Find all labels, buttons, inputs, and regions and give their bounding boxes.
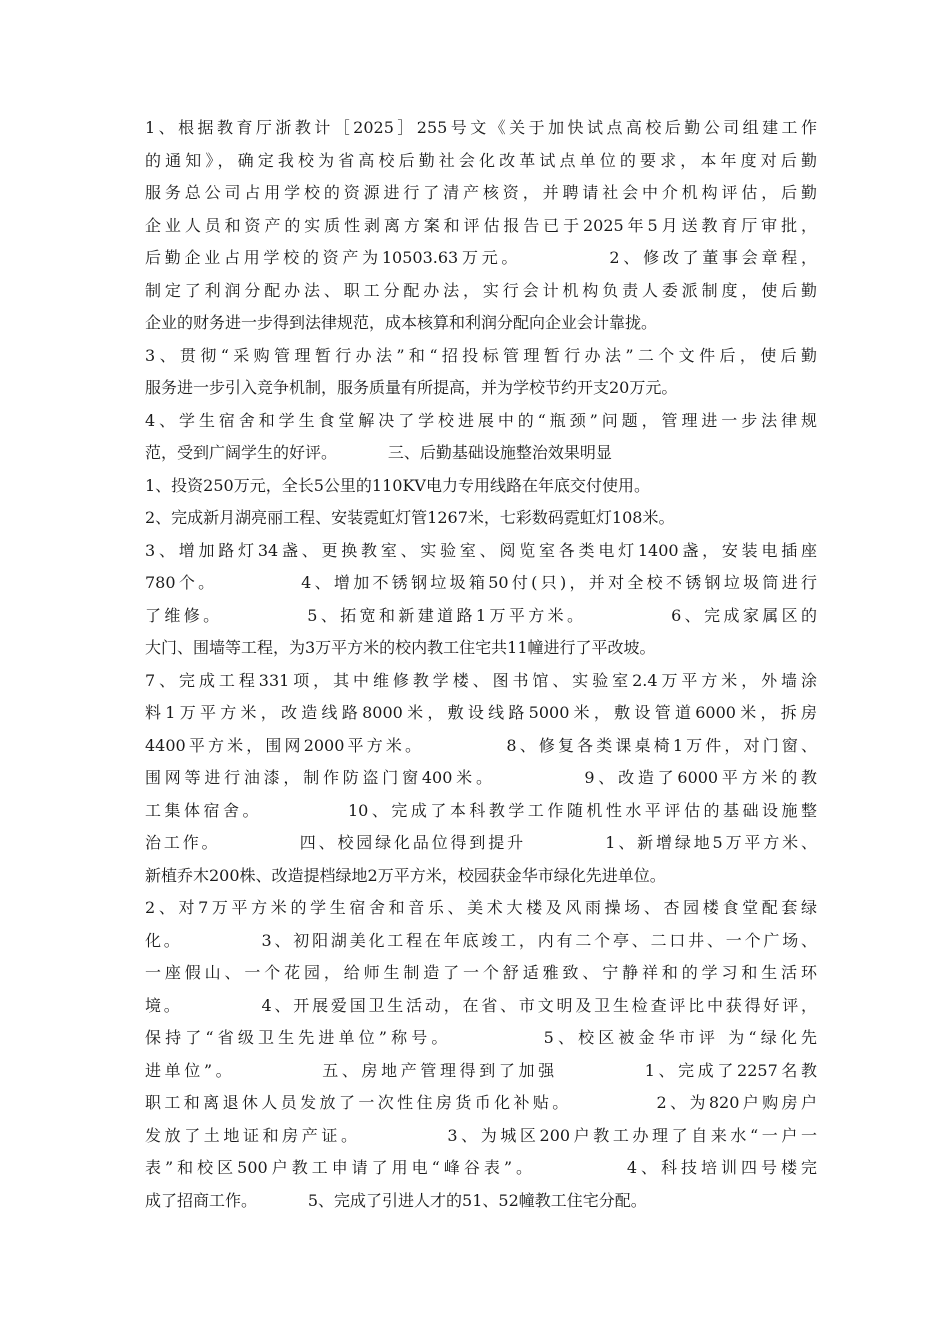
text-line: 制定了利润分配办法、职工分配办法，实行会计机构负责人委派制度，使后勤	[145, 280, 817, 300]
text-line: 治工作。 四、校园绿化品位得到提升 1、新增绿地5万平方米、	[145, 833, 817, 852]
text-line: 范，受到广阔学生的好评。 三、后勤基础设施整治效果明显	[145, 443, 612, 462]
text-line: 职工和离退休人员发放了一次性住房货币化补贴。 2、为820户购房户	[145, 1093, 817, 1112]
text-line: 化。 3、初阳湖美化工程在年底竣工，内有二个亭、二口井、一个广场、	[145, 930, 817, 950]
text-line: 企业的财务进一步得到法律规范，成本核算和利润分配向企业会计靠拢。	[145, 313, 658, 332]
text-line: 服务总公司占用学校的资源进行了清产核资，并聘请社会中介机构评估，后勤	[145, 183, 817, 202]
text-line: 服务进一步引入竞争机制，服务质量有所提高，并为学校节约开支20万元。	[145, 378, 678, 397]
text-line: 4、学生宿舍和学生食堂解决了学校进展中的“瓶颈”问题，管理进一步法律规	[145, 410, 817, 430]
text-line: 工集体宿舍。 10、完成了本科教学工作随机性水平评估的基础设施整	[145, 800, 817, 820]
text-line: 新植乔木200株、改造提档绿地2万平方米，校园获金华市绿化先进单位。	[145, 865, 666, 885]
text-line: 境。 4、开展爱国卫生活动，在省、市文明及卫生检查评比中获得好评，	[145, 995, 817, 1015]
text-line: 1、根据教育厅浙教计［2025］255号文《关于加快试点高校后勤公司组建工作	[145, 118, 817, 137]
text-line: 1、投资250万元，全长5公里的110KV电力专用线路在年底交付使用。	[145, 475, 650, 495]
text-line: 发放了土地证和房产证。 3、为城区200户教工办理了自来水“一户一	[145, 1125, 817, 1145]
text-line: 2、完成新月湖亮丽工程、安装霓虹灯管1267米，七彩数码霓虹灯108米。	[145, 508, 675, 527]
text-line: 成了招商工作。 5、完成了引进人才的51、52幢教工住宅分配。	[145, 1190, 647, 1210]
text-line: 进单位”。 五、房地产管理得到了加强 1、完成了2257名教	[145, 1060, 817, 1080]
text-line: 企业人员和资产的实质性剥离方案和评估报告已于2025年5月送教育厅审批，	[145, 215, 817, 235]
text-line: 3、增加路灯34盏、更换教室、实验室、阅览室各类电灯1400盏，安装电插座	[145, 540, 817, 560]
text-line: 了维修。 5、拓宽和新建道路1万平方米。 6、完成家属区的	[145, 605, 817, 625]
text-line: 4400平方米，围网2000平方米。 8、修复各类课桌椅1万件，对门窗、	[145, 735, 817, 755]
text-line: 保持了“省级卫生先进单位”称号。 5、校区被金华市评 为“绿化先	[145, 1028, 817, 1047]
text-line: 的通知》，确定我校为省高校后勤社会化改革试点单位的要求，本年度对后勤	[145, 150, 817, 170]
text-line: 7、完成工程331项，其中维修教学楼、图书馆、实验室2.4万平方米，外墙涂	[145, 670, 817, 690]
text-line: 大门、围墙等工程，为3万平方米的校内教工住宅共11幢进行了平改坡。	[145, 638, 656, 657]
text-line: 后勤企业占用学校的资产为10503.63万元。 2、修改了董事会章程，	[145, 248, 817, 267]
text-line: 2、对7万平方米的学生宿舍和音乐、美术大楼及风雨操场、杏园楼食堂配套绿	[145, 898, 817, 917]
text-line: 表”和校区500户教工申请了用电“峰谷表”。 4、科技培训四号楼完	[145, 1158, 817, 1177]
document-body	[145, 112, 817, 1217]
text-line: 一座假山、一个花园，给师生制造了一个舒适雅致、宁静祥和的学习和生活环	[145, 963, 817, 982]
text-line: 780个。 4、增加不锈钢垃圾箱50付(只)，并对全校不锈钢垃圾筒进行	[145, 573, 817, 592]
text-line: 3、贯彻“采购管理暂行办法”和“招投标管理暂行办法”二个文件后，使后勤	[145, 345, 817, 365]
text-line: 料1万平方米，改造线路8000米，敷设线路5000米，敷设管道6000米，拆房	[145, 703, 817, 722]
text-line: 围网等进行油漆，制作防盗门窗400米。 9、改造了6000平方米的教	[145, 768, 817, 787]
